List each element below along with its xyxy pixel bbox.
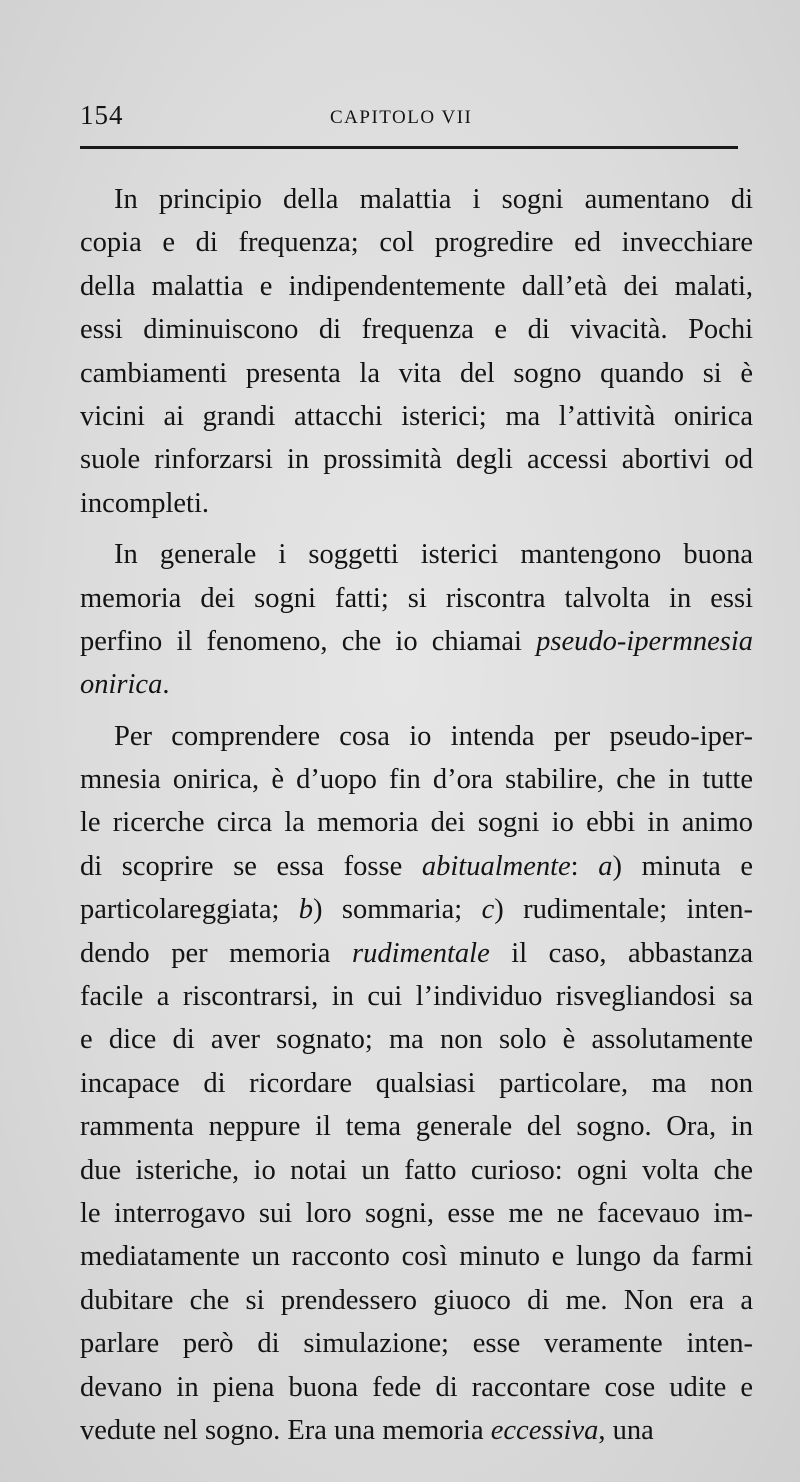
- text-line: [80, 801, 753, 844]
- text-line: [80, 715, 753, 758]
- text-run: particolareggiata;: [80, 894, 299, 926]
- text-line: [80, 438, 753, 481]
- text-run: In generale i soggetti isterici mantengono buona: [114, 539, 753, 571]
- text-line: [80, 975, 753, 1018]
- text-run: dendo per memoria: [80, 937, 352, 969]
- text-line: [80, 352, 753, 395]
- text-run: mnesia onirica, è d’uopo fin d’ora stabilire, che in tutte: [80, 764, 753, 796]
- body-text: [80, 178, 753, 1452]
- page-number: 154: [80, 100, 124, 130]
- text-line: [80, 482, 753, 525]
- paragraph-gap: [80, 525, 753, 533]
- text-line: [80, 1192, 753, 1235]
- italic-text: rudimentale: [352, 937, 490, 969]
- text-line: [80, 395, 753, 438]
- italic-text: pseudo-ipermnesia: [536, 625, 753, 657]
- text-run: due isteriche, io notai un fatto curioso: ogni volta che: [80, 1154, 753, 1186]
- text-run: le interrogavo sui loro sogni, esse me ne facevauo im-: [80, 1197, 753, 1229]
- text-line: [80, 620, 753, 663]
- running-head: [80, 100, 738, 136]
- italic-text: a: [598, 850, 613, 882]
- text-run: vedute nel sogno. Era una memoria: [80, 1414, 491, 1446]
- text-run: dubitare che si prendessero giuoco di me. Non era a: [80, 1284, 753, 1316]
- italic-text: b: [298, 894, 314, 926]
- text-line: [80, 308, 753, 351]
- chapter-title: CAPITOLO VII: [330, 107, 473, 128]
- text-run: memoria dei sogni fatti; si riscontra talvolta in essi: [80, 582, 753, 614]
- text-run: incompleti.: [80, 487, 210, 519]
- italic-text: eccessiva: [490, 1414, 599, 1446]
- text-run: ) rudimentale; inten-: [494, 894, 754, 926]
- paragraph-gap: [80, 707, 753, 715]
- text-line: [80, 577, 753, 620]
- text-line: [80, 888, 753, 931]
- text-run: suole rinforzarsi in prossimità degli accessi abortivi od: [80, 444, 753, 476]
- text-line: [80, 845, 753, 888]
- text-line: [80, 1409, 753, 1452]
- text-run: e dice di aver sognato; ma non solo è assolutamente: [80, 1024, 753, 1056]
- text-run: parlare però di simulazione; esse veramente inten-: [80, 1328, 753, 1360]
- text-line: [80, 221, 753, 264]
- text-line: [80, 1149, 753, 1192]
- text-run: incapace di ricordare qualsiasi particolare, ma non: [80, 1067, 753, 1099]
- text-line: [80, 533, 753, 576]
- text-line: [80, 932, 753, 975]
- text-run: della malattia e indipendentemente dall’età dei malati,: [80, 270, 753, 302]
- text-run: il caso, abbastanza: [489, 937, 753, 969]
- text-run: ) sommaria;: [313, 894, 482, 926]
- paragraph: [80, 715, 753, 1453]
- text-line: [80, 1018, 753, 1061]
- text-line: [80, 265, 753, 308]
- text-run: di scoprire se essa fosse: [80, 850, 422, 882]
- text-run: devano in piena buona fede di raccontare cose udite e: [80, 1371, 753, 1403]
- text-run: mediatamente un racconto così minuto e lungo da farmi: [80, 1241, 753, 1273]
- text-run: essi diminuiscono di frequenza e di vivacità. Pochi: [80, 314, 753, 346]
- header-rule: [80, 146, 738, 149]
- text-run: Per comprendere cosa io intenda per pseudo-iper-: [114, 720, 753, 752]
- text-line: [80, 1322, 753, 1365]
- text-line: [80, 178, 753, 221]
- italic-text: c: [481, 894, 495, 926]
- text-line: [80, 1366, 753, 1409]
- text-line: [80, 758, 753, 801]
- text-run: ) minuta e: [612, 850, 754, 882]
- text-line: [80, 663, 753, 706]
- text-run: rammenta neppure il tema generale del sogno. Ora, in: [80, 1111, 753, 1143]
- text-run: vicini ai grandi attacchi isterici; ma l’attività onirica: [80, 400, 753, 432]
- text-run: , una: [598, 1414, 654, 1446]
- text-line: [80, 1279, 753, 1322]
- text-line: [80, 1105, 753, 1148]
- italic-text: onirica: [80, 669, 163, 701]
- text-run: In principio della malattia i sogni aumentano di: [114, 184, 753, 215]
- italic-text: abitualmente: [421, 850, 571, 882]
- text-run: le ricerche circa la memoria dei sogni io ebbi in animo: [80, 807, 753, 839]
- text-run: copia e di frequenza; col progredire ed invecchiare: [80, 227, 753, 259]
- paragraph: [80, 533, 753, 707]
- paragraph: [80, 178, 753, 525]
- text-run: .: [162, 669, 170, 701]
- text-run: facile a riscontrarsi, in cui l’individuo risvegliandosi sa: [80, 981, 753, 1013]
- text-run: cambiamenti presenta la vita del sogno quando si è: [80, 357, 753, 389]
- text-run: perfino il fenomeno, che io chiamai: [80, 625, 537, 657]
- text-line: [80, 1062, 753, 1105]
- text-run: :: [570, 850, 599, 882]
- text-line: [80, 1235, 753, 1278]
